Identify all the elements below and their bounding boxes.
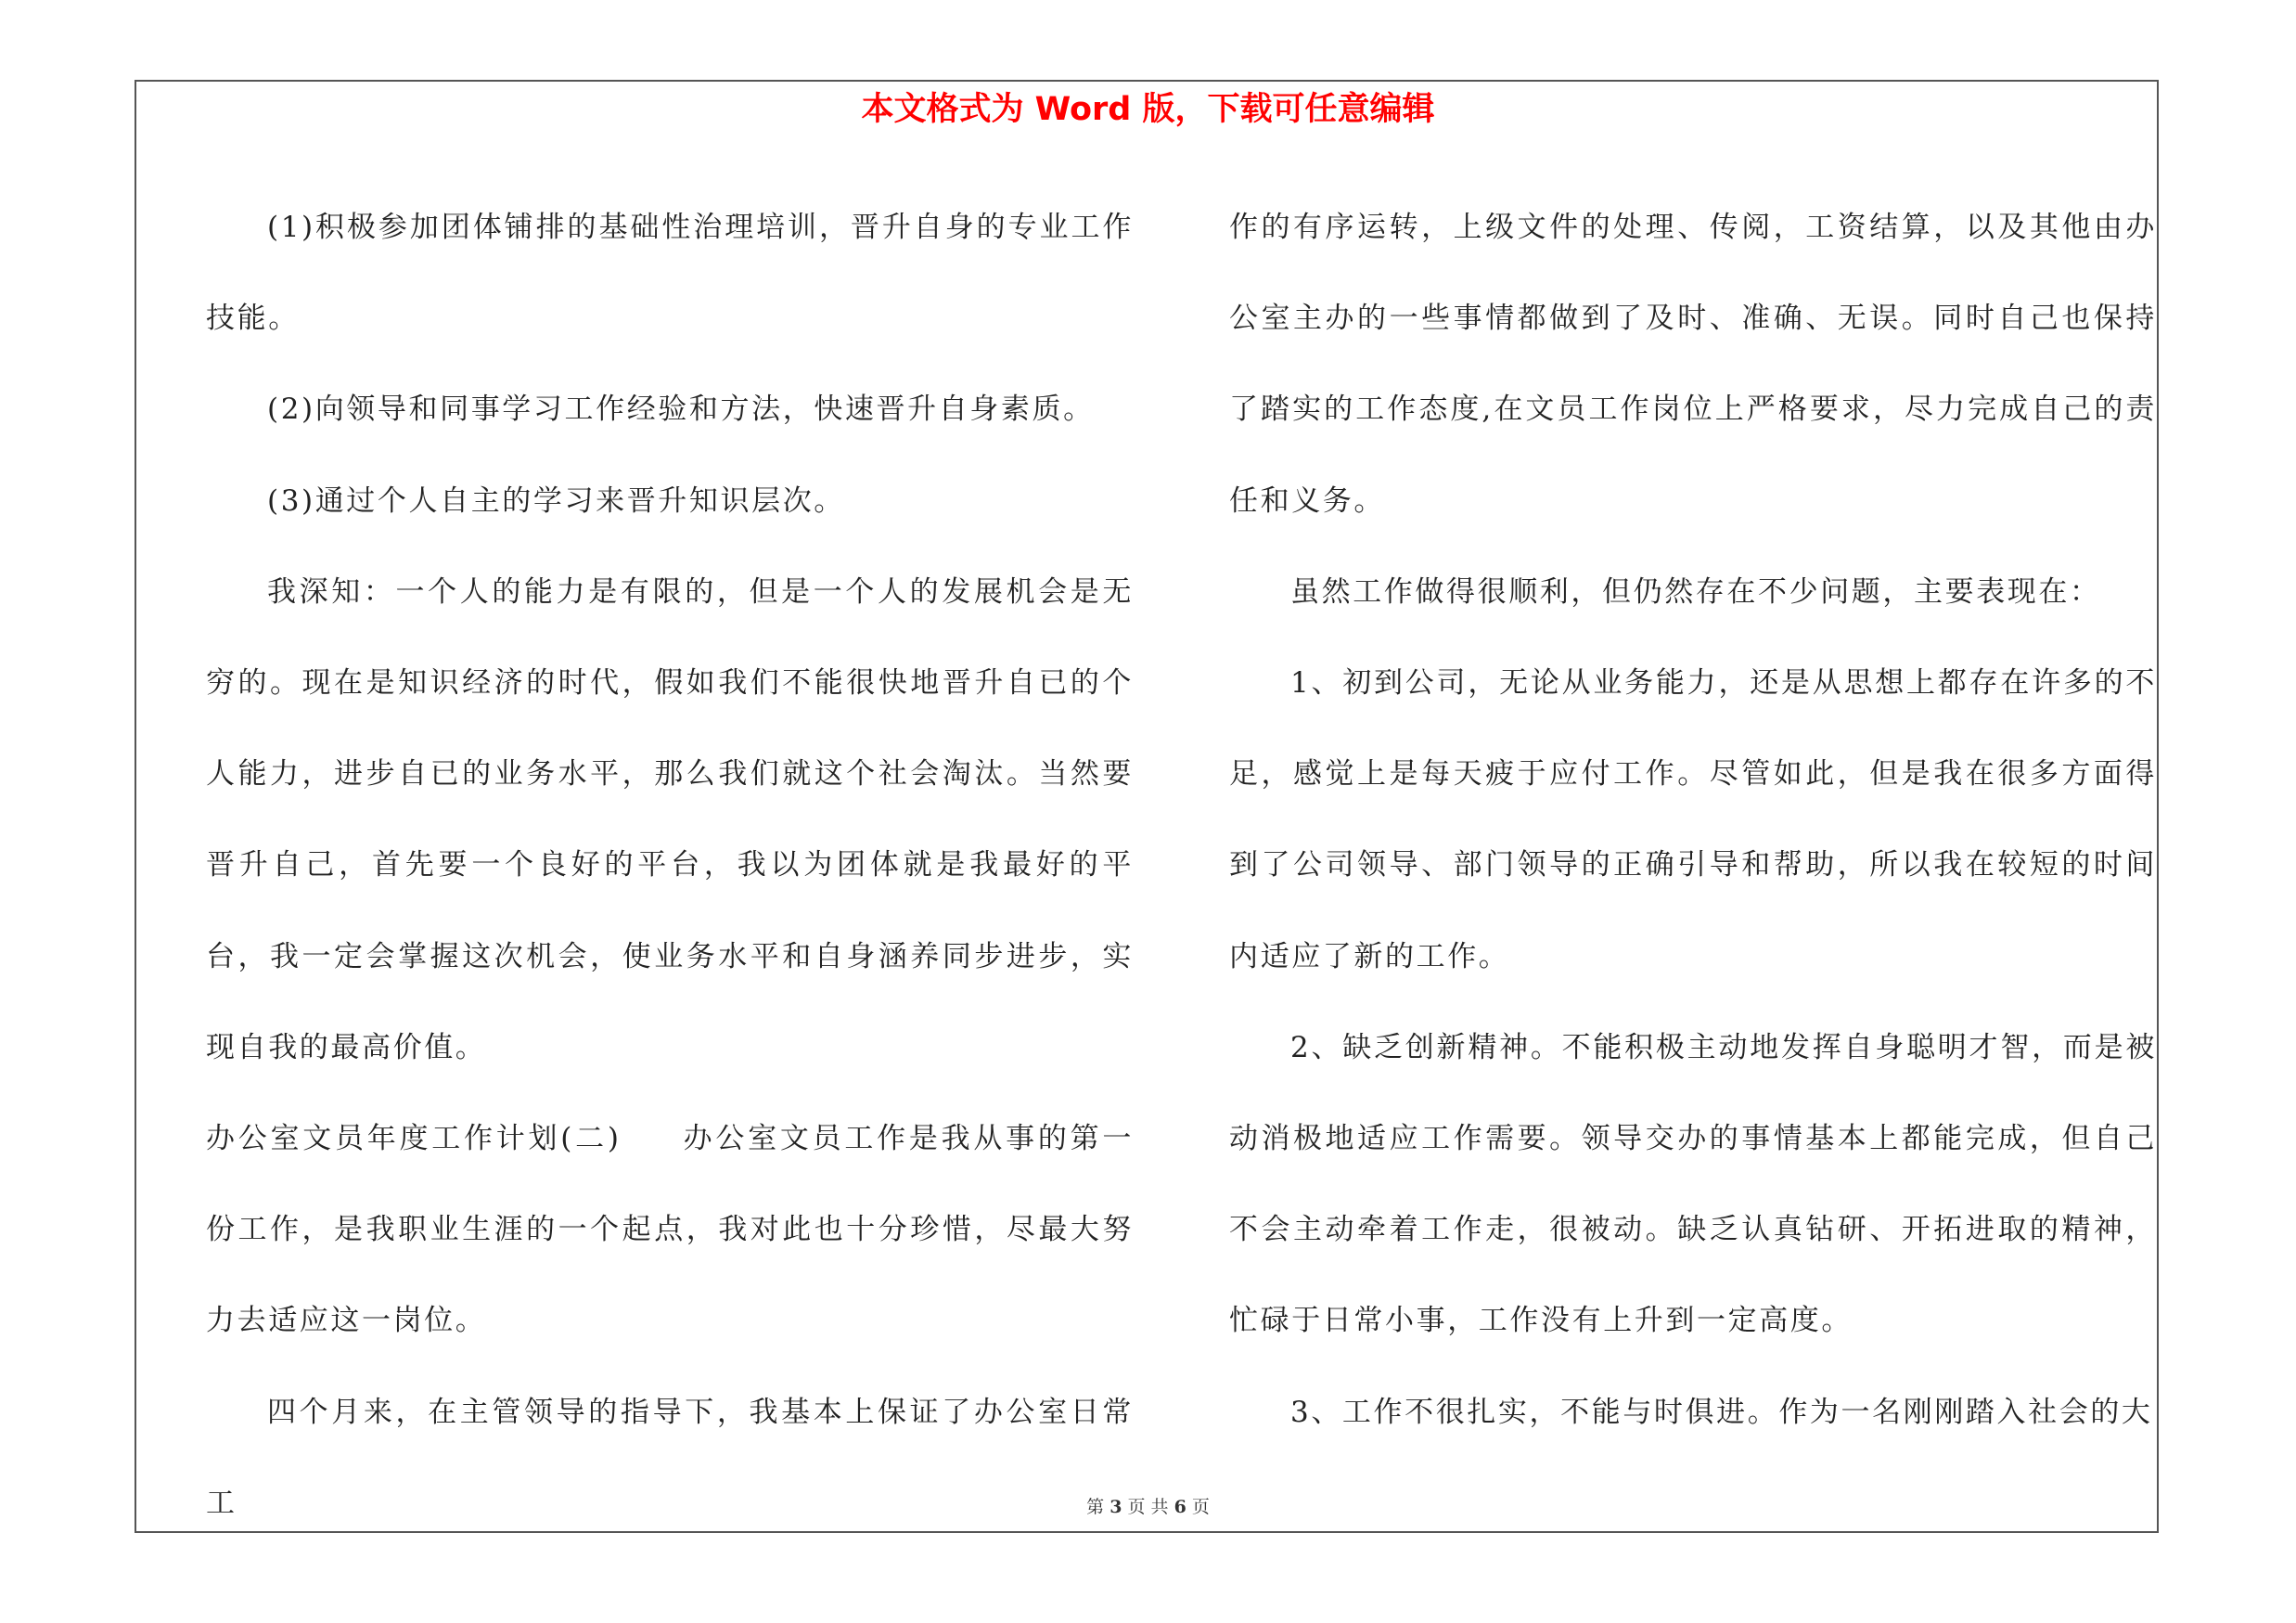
paragraph: 2、缺乏创新精神。不能积极主动地发挥自身聪明才智，而是被动消极地适应工作需要。领导交办的事情基本上都能完成，但自己不会主动牵着工作走，很被动。缺乏认真钻研、开拓进取的精神，忙碌于日常小事，工作没有上升到一定高度。	[1229, 1030, 2157, 1338]
section-heading: 办公室文员年度工作计划(二)	[206, 1122, 622, 1156]
paragraph: (2)向领导和同事学习工作经验和方法，快速晋升自身素质。	[267, 393, 1095, 427]
paragraph: (1)积极参加团体铺排的基础性治理培训，晋升自身的专业工作技能。	[206, 211, 1134, 336]
footer-prefix: 第	[1086, 1497, 1105, 1517]
section-intro: 办公室文员工作是我从事的第一份工作，是我职业生涯的一个起点，我对此也十分珍惜，尽最大努力去适应这一岗位。	[206, 1122, 1134, 1338]
paragraph: 四个月来，在主管领导的指导下，我基本上保证了办公室日常工	[206, 1395, 1134, 1520]
paragraph: 虽然工作做得很顺利，但仍然存在不少问题，主要表现在：	[1290, 574, 2101, 609]
format-banner: 本文格式为 Word 版，下载可任意编辑	[861, 91, 1435, 128]
paragraph: 3、工作不很扎实，不能与时俱进。作为一名刚刚踏入社会的大	[1290, 1395, 2153, 1429]
left-column	[206, 182, 1134, 1520]
paragraph-continuation: 作的有序运转，上级文件的处理、传阅，工资结算，以及其他由办公室主办的一些事情都做到了及时、准确、无误。同时自己也保持了踏实的工作态度,在文员工作岗位上严格要求，尽力完成自己的责任和义务。	[1229, 211, 2157, 518]
paragraph: (3)通过个人自主的学习来晋升知识层次。	[267, 483, 845, 518]
page-footer	[0, 1496, 2296, 1518]
total-page-number: 6	[1174, 1497, 1186, 1517]
paragraph: 我深知：一个人的能力是有限的，但是一个人的发展机会是无穷的。现在是知识经济的时代，假如我们不能很快地晋升自已的个人能力，进步自已的业务水平，那么我们就这个社会淘汰。当然要晋升自己，首先要一个良好的平台，我以为团体就是我最好的平台，我一定会掌握这次机会，使业务水平和自身涵养同步进步，实现自我的最高价值。	[206, 574, 1134, 1064]
section-paragraph	[206, 1093, 1134, 1367]
right-column	[1229, 182, 2157, 1462]
footer-middle: 页 共	[1127, 1497, 1169, 1517]
footer-suffix: 页	[1191, 1497, 1210, 1517]
paragraph: 1、初到公司，无论从业务能力，还是从思想上都存在许多的不足，感觉上是每天疲于应付工作。尽管如此，但是我在很多方面得到了公司领导、部门领导的正确引导和帮助，所以我在较短的时间内适应了新的工作。	[1229, 666, 2157, 973]
current-page-number: 3	[1110, 1497, 1122, 1517]
